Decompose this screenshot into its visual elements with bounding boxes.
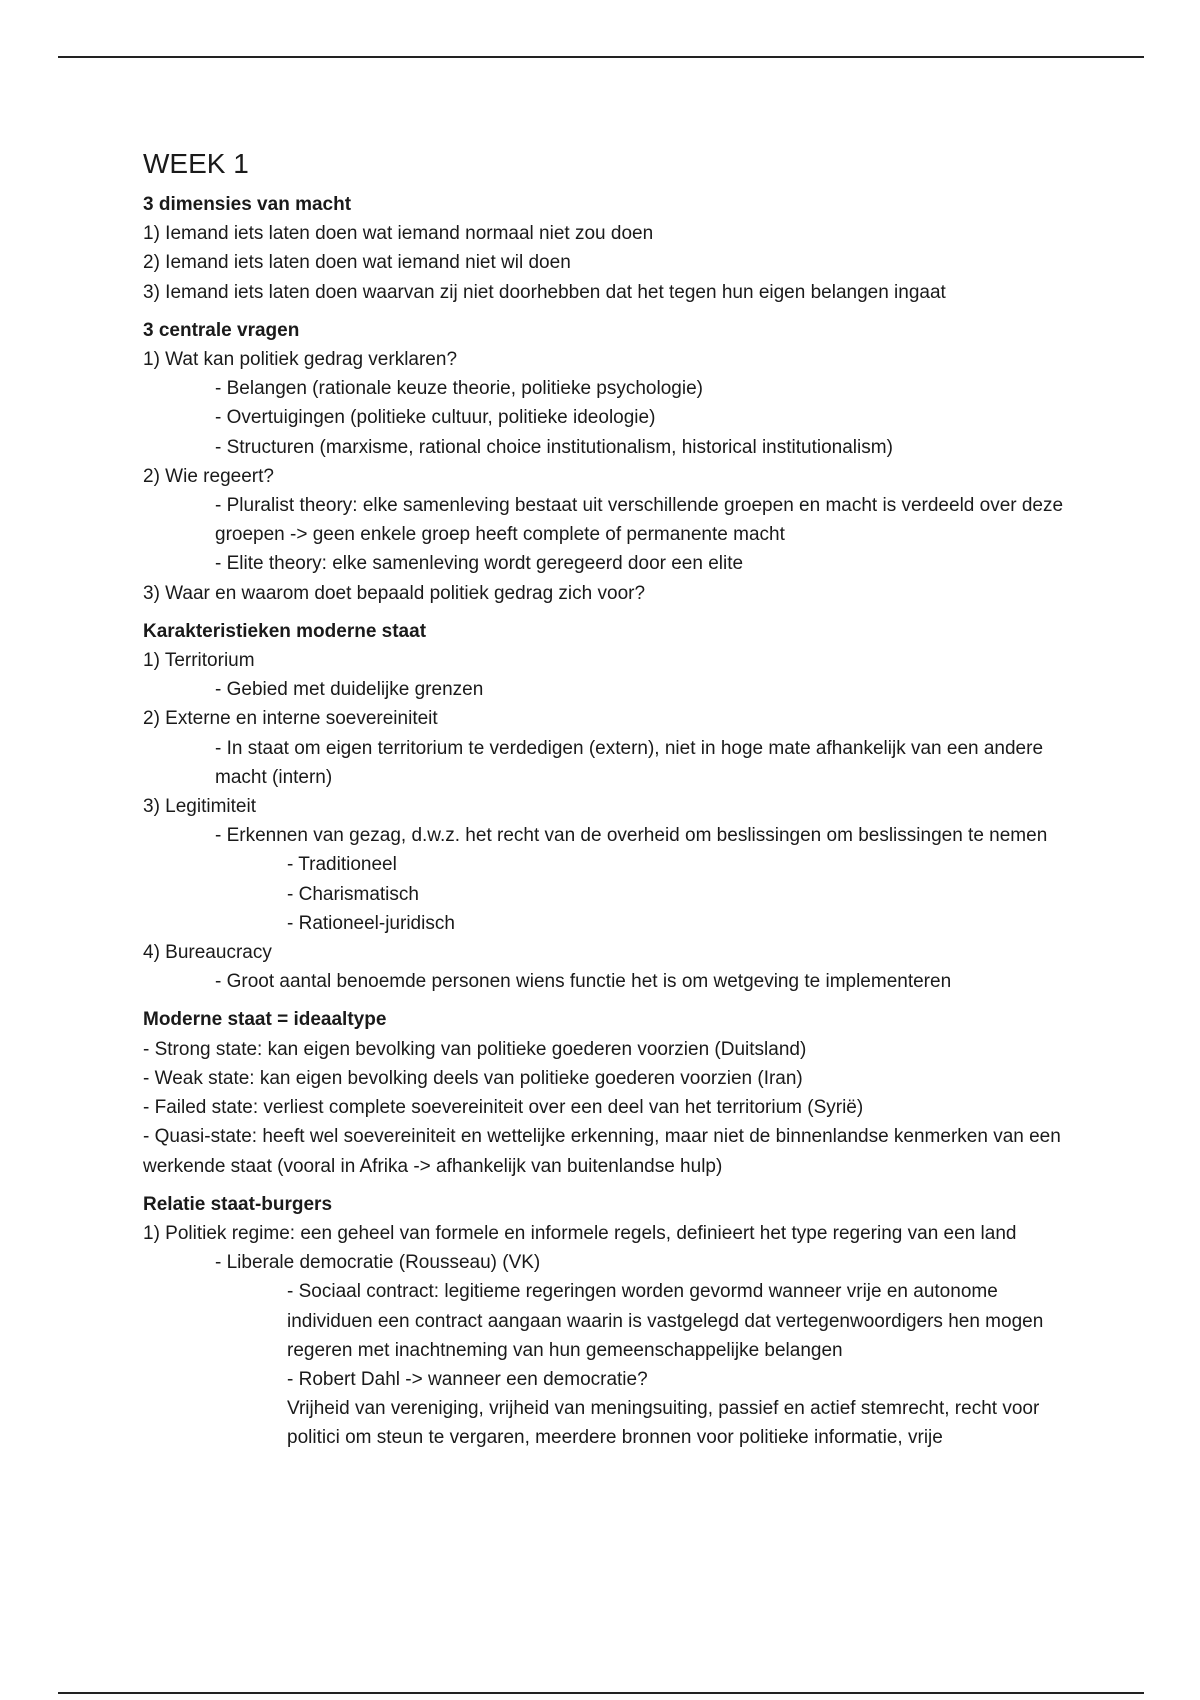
list-item: - Sociaal contract: legitieme regeringen worden gevormd wanneer vrije en autonome individuen een contract aangaan waarin is vastgelegd dat vertegenwoordigers hen mogen regeren met inachtneming van hun gemeenschappelijke belangen (287, 1281, 1044, 1361)
list-item: - Failed state: verliest complete soevereiniteit over een deel van het territorium (Syrië) (143, 1097, 864, 1119)
section-heading: Moderne staat = ideaaltype (143, 1009, 387, 1031)
list-item: 2) Externe en interne soevereiniteit (143, 708, 438, 730)
list-item: - In staat om eigen territorium te verdedigen (extern), niet in hoge mate afhankelijk van een andere macht (intern) (215, 737, 1044, 788)
list-item: 1) Territorium (143, 650, 255, 672)
list-item: - Structuren (marxisme, rational choice institutionalism, historical institutionalism) (215, 436, 893, 458)
list-item: - Groot aantal benoemde personen wiens functie het is om wetgeving te implementeren (215, 971, 952, 993)
list-item: - Erkennen van gezag, d.w.z. het recht van de overheid om beslissingen om beslissingen te nemen (215, 825, 1048, 847)
page-title: WEEK 1 (143, 148, 249, 179)
list-item: 4) Bureaucracy (143, 942, 272, 964)
list-item: 3) Iemand iets laten doen waarvan zij niet doorhebben dat het tegen hun eigen belangen ingaat (143, 281, 946, 303)
list-item: - Pluralist theory: elke samenleving bestaat uit verschillende groepen en macht is verdeeld over deze groepen -> geen enkele groep heeft complete of permanente macht (215, 495, 1064, 546)
list-item: 1) Wat kan politiek gedrag verklaren? (143, 349, 458, 371)
section-dimensies-van-macht (143, 190, 1083, 307)
section-heading: 3 centrale vragen (143, 319, 300, 341)
section-heading: Karakteristieken moderne staat (143, 620, 427, 642)
section-moderne-staat-ideaaltype (143, 1005, 1083, 1180)
list-item: - Elite theory: elke samenleving wordt geregeerd door een elite (215, 553, 744, 575)
document-body (143, 144, 1083, 1462)
header-rule (58, 56, 1144, 58)
section-heading: Relatie staat-burgers (143, 1193, 333, 1215)
list-item: 3) Waar en waarom doet bepaald politiek gedrag zich voor? (143, 582, 646, 604)
list-item: - Traditioneel (287, 854, 397, 876)
section-heading: 3 dimensies van macht (143, 194, 352, 215)
list-item: Vrijheid van vereniging, vrijheid van meningsuiting, passief en actief stemrecht, recht voor politici om steun te vergaren, meerdere bronnen voor politieke informatie, vrije (287, 1398, 1040, 1449)
list-item: - Liberale democratie (Rousseau) (VK) (215, 1252, 541, 1274)
list-item: 1) Iemand iets laten doen wat iemand normaal niet zou doen (143, 223, 654, 245)
list-item: 3) Legitimiteit (143, 796, 256, 818)
list-item: 1) Politiek regime: een geheel van formele en informele regels, definieert het type regering van een land (143, 1222, 1017, 1244)
list-item: - Belangen (rationale keuze theorie, politieke psychologie) (215, 378, 703, 400)
list-item: - Rationeel-juridisch (287, 912, 455, 934)
list-item: - Gebied met duidelijke grenzen (215, 679, 484, 701)
section-karakteristieken-moderne-staat (143, 617, 1083, 997)
list-item: - Weak state: kan eigen bevolking deels van politieke goederen voorzien (Iran) (143, 1067, 803, 1089)
list-item: - Overtuigingen (politieke cultuur, politieke ideologie) (215, 407, 656, 429)
section-relatie-staat-burgers (143, 1190, 1083, 1453)
list-item: 2) Iemand iets laten doen wat iemand niet wil doen (143, 252, 571, 274)
list-item: 2) Wie regeert? (143, 465, 274, 487)
list-item: - Strong state: kan eigen bevolking van politieke goederen voorzien (Duitsland) (143, 1038, 807, 1060)
list-item: - Robert Dahl -> wanneer een democratie? (287, 1368, 648, 1390)
list-item: - Quasi-state: heeft wel soevereiniteit en wettelijke erkenning, maar niet de binnenlandse kenmerken van een werkende staat (vooral in Afrika -> afhankelijk van buitenlandse hulp) (143, 1126, 1061, 1177)
list-item: - Charismatisch (287, 883, 419, 905)
section-centrale-vragen (143, 316, 1083, 608)
footer-rule (58, 1692, 1144, 1694)
